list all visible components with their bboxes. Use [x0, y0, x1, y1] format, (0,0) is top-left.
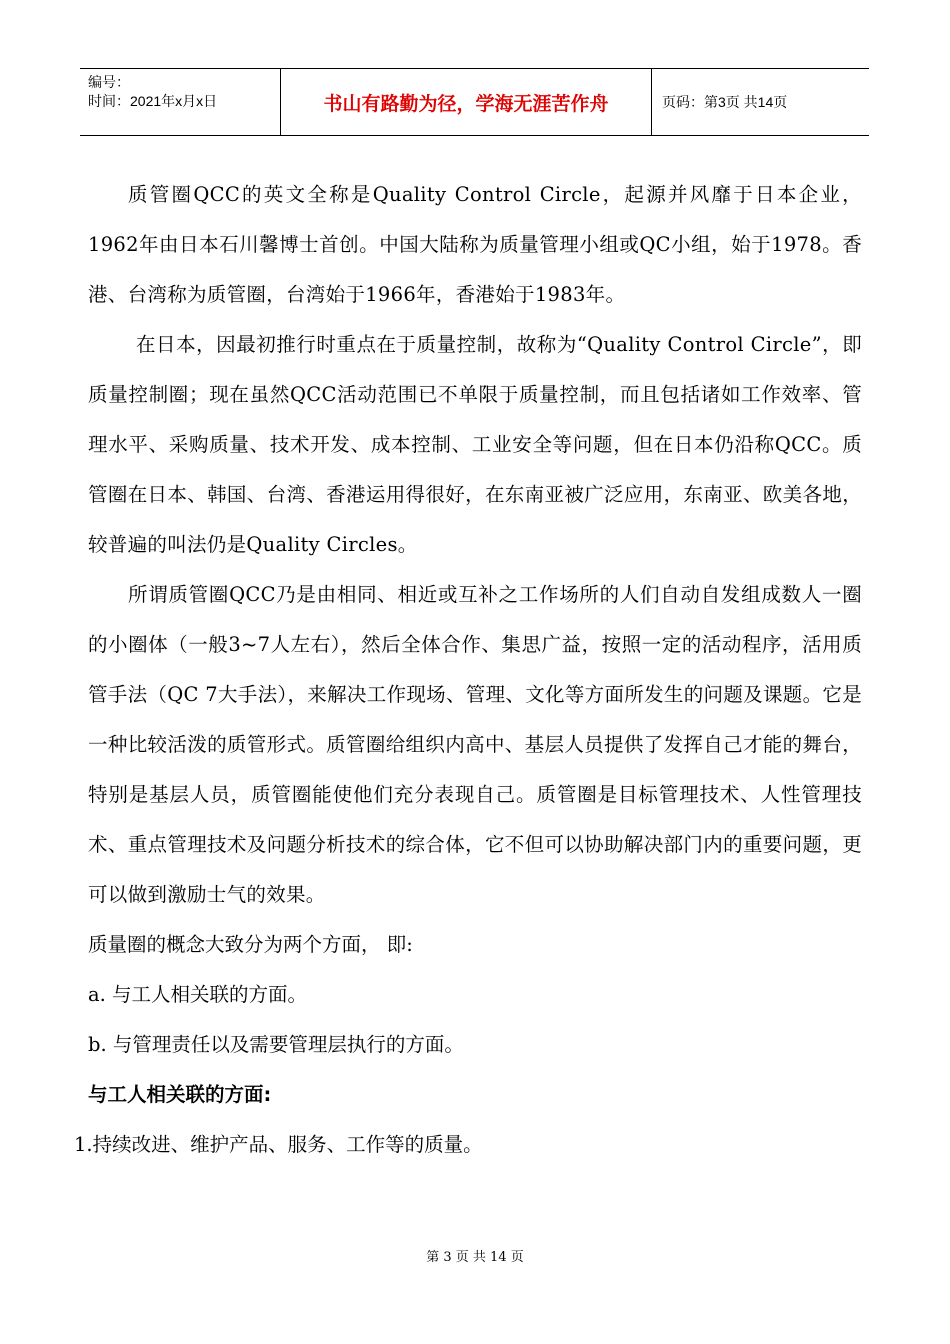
- header-motto: 书山有路勤为径，学海无涯苦作舟: [281, 69, 652, 135]
- numbered-item-1: 1.持续改进、维护产品、服务、工作等的质量。: [74, 1133, 483, 1156]
- paragraph-qcc-origin: 质管圈QCC的英文全称是Quality Control Circle，起源并风靡于日本企业，1962年由日本石川馨博士首创。中国大陆称为质量管理小组或QC小组，始于1978。香港、台湾称为质管圈，台湾始于1966年，香港始于1983年。: [88, 183, 862, 306]
- list-item-b: b. 与管理责任以及需要管理层执行的方面。: [88, 1033, 464, 1056]
- concept-intro: 质量圈的概念大致分为两个方面， 即:: [88, 933, 413, 956]
- code-label: 编号：: [88, 74, 130, 90]
- paragraph-qcc-japan: 在日本，因最初推行时重点在于质量控制，故称为“Quality Control Circle”，即质量控制圈；现在虽然QCC活动范围已不单限于质量控制，而且包括诸如工作效率、管理水平、采购质量、技术开发、成本控制、工业安全等问题，但在日本仍沿称QCC。质管圈在日本、韩国、台湾、香港运用得很好，在东南亚被广泛应用，东南亚、欧美各地，较普遍的叫法仍是Quality Circles。: [88, 333, 862, 556]
- header-page-info: 页码：第3页 共14页: [662, 94, 788, 110]
- list-item-a: a. 与工人相关联的方面。: [88, 983, 308, 1006]
- paragraph-qcc-definition: 所谓质管圈QCC乃是由相同、相近或互补之工作场所的人们自动自发组成数人一圈的小圈体（一般3~7人左右），然后全体合作、集思广益，按照一定的活动程序，活用质管手法（QC 7大手法），来解决工作现场、管理、文化等方面所发生的问题及课题。它是一种比较活泼的质管形式。质管圈给组织内高中、基层人员提供了发挥自己才能的舞台，特别是基层人员，质管圈能使他们充分表现自己。质管圈是目标管理技术、人性管理技术、重点管理技术及问题分析技术的综合体，它不但可以协助解决部门内的重要问题，更可以做到激励士气的效果。: [88, 583, 862, 906]
- section-heading: 与工人相关联的方面:: [88, 1083, 272, 1106]
- document-body: [74, 170, 862, 1170]
- page-footer: 第 3 页 共 14 页: [426, 1250, 524, 1265]
- document-header: [80, 68, 869, 136]
- time-label: 时间：2021年x月x日: [88, 93, 218, 109]
- header-meta: [80, 69, 281, 135]
